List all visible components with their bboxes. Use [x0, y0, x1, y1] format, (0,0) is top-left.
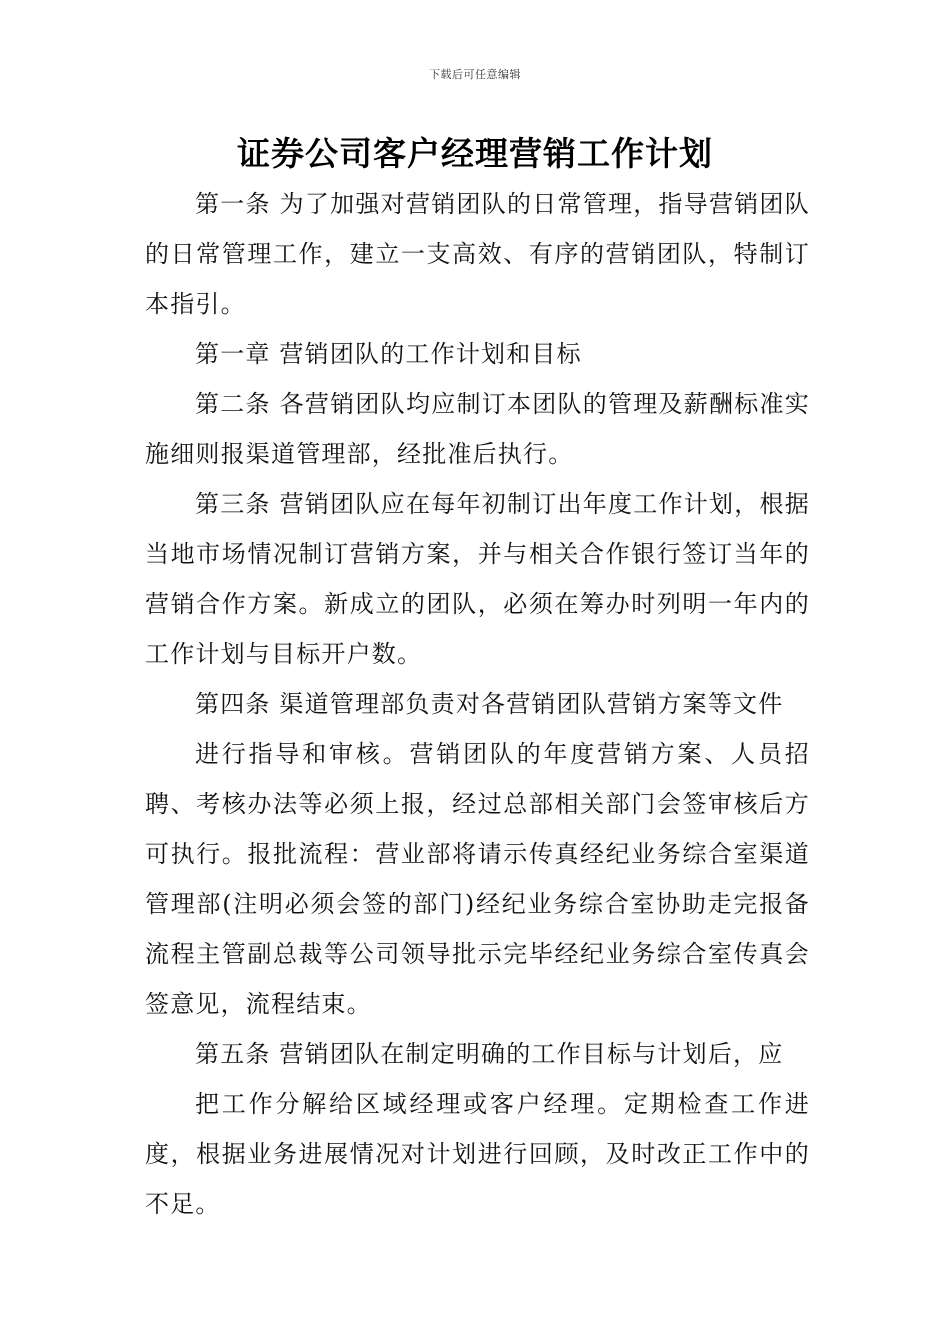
- paragraph-article-4: 第四条 渠道管理部负责对各营销团队营销方案等文件: [195, 690, 784, 718]
- document-title: 证券公司客户经理营销工作计划: [237, 134, 713, 173]
- paragraph-article-4-continued: 进行指导和审核。营销团队的年度营销方案、人员招聘、考核办法等必须上报，经过总部相关部门会签审核后方可执行。报批流程：营业部将请示传真经纪业务综合室渠道管理部(注明必须会签的部门)经纪业务综合室协助走完报备流程主管副总裁等公司领导批示完毕经纪业务综合室传真会签意见，流程结束。: [145, 740, 810, 1018]
- paragraph-chapter-1-heading: 第一章 营销团队的工作计划和目标: [195, 340, 582, 368]
- paragraph-article-1: 第一条 为了加强对营销团队的日常管理，指导营销团队的日常管理工作，建立一支高效、有序的营销团队，特制订本指引。: [145, 190, 810, 318]
- paragraph-article-5-continued: 把工作分解给区域经理或客户经理。定期检查工作进度，根据业务进展情况对计划进行回顾，及时改正工作中的不足。: [145, 1090, 810, 1218]
- paragraph-article-3: 第三条 营销团队应在每年初制订出年度工作计划，根据当地市场情况制订营销方案，并与相关合作银行签订当年的营销合作方案。新成立的团队，必须在筹办时列明一年内的工作计划与目标开户数。: [145, 490, 810, 668]
- paragraph-article-2: 第二条 各营销团队均应制订本团队的管理及薪酬标准实施细则报渠道管理部，经批准后执行。: [145, 390, 810, 468]
- header-note: 下载后可任意编辑: [429, 68, 521, 81]
- document-body: [145, 179, 810, 1229]
- paragraph-article-5: 第五条 营销团队在制定明确的工作目标与计划后，应: [195, 1040, 784, 1068]
